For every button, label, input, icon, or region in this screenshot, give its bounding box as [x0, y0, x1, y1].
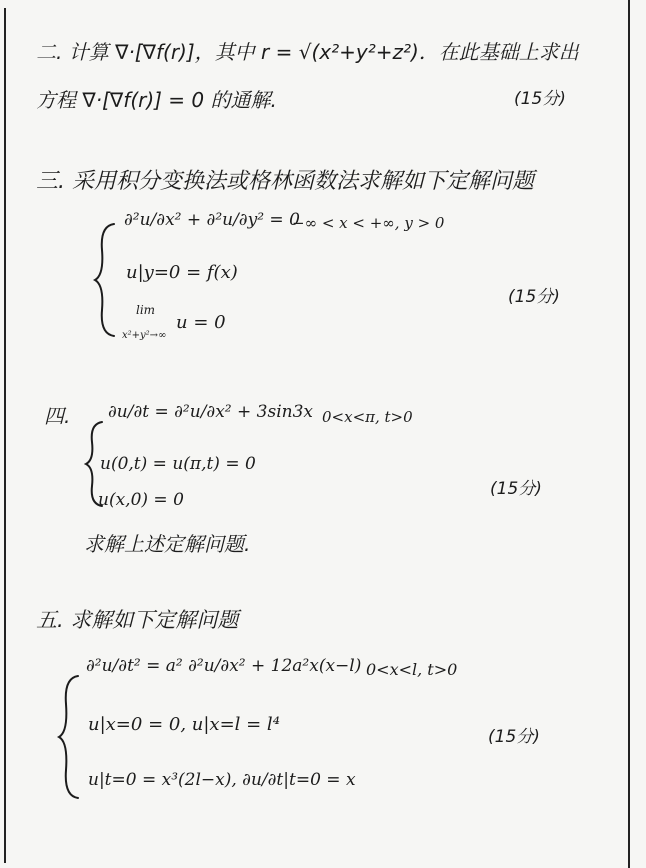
q4-eq3: u(x,0) = 0: [98, 490, 184, 510]
q3-eq3-sub: x²+y²→∞: [122, 330, 167, 341]
page-border-right: [628, 0, 630, 868]
q4-score: (15分): [490, 479, 542, 499]
q5-eq3: u|t=0 = x³(2l−x), ∂u/∂t|t=0 = x: [88, 770, 356, 790]
q2-score: (15分): [514, 89, 566, 109]
q5-eq1-domain: 0<x<l, t>0: [366, 660, 458, 679]
q3-eq1-domain: −∞ < x < +∞, y > 0: [292, 214, 445, 232]
q4-footer: 求解上述定解问题.: [84, 532, 251, 556]
q4-label: 四.: [44, 404, 71, 428]
q5-title: 五. 求解如下定解问题: [36, 608, 239, 632]
q3-eq3-lim: lim: [136, 303, 156, 317]
q3-title: 三. 采用积分变换法或格林函数法求解如下定解问题: [36, 169, 534, 194]
q4-eq2: u(0,t) = u(π,t) = 0: [100, 454, 256, 474]
q2-line1: 二. 计算 ∇·[∇f(r)]，其中 r = √(x²+y²+z²)．在此基础上求出: [36, 40, 579, 64]
q5-eq1: ∂²u/∂t² = a² ∂²u/∂x² + 12a²x(x−l): [86, 656, 362, 676]
q4-eq1: ∂u/∂t = ∂²u/∂x² + 3sin3x: [108, 402, 313, 422]
page-border-left: [4, 8, 6, 863]
q3-eq3-rhs: u = 0: [176, 312, 226, 333]
q5-score: (15分): [488, 727, 540, 747]
q3-eq2: u|y=0 = f(x): [126, 262, 238, 283]
q3-eq1: ∂²u/∂x² + ∂²u/∂y² = 0: [124, 210, 300, 230]
q3-score: (15分): [508, 287, 560, 307]
q2-line2: 方程 ∇·[∇f(r)] = 0 的通解.: [36, 88, 277, 112]
q3-brace: [92, 220, 118, 340]
q5-eq2: u|x=0 = 0, u|x=l = l⁴: [88, 714, 280, 735]
q4-eq1-domain: 0<x<π, t>0: [322, 408, 413, 426]
q5-brace: [56, 672, 82, 802]
